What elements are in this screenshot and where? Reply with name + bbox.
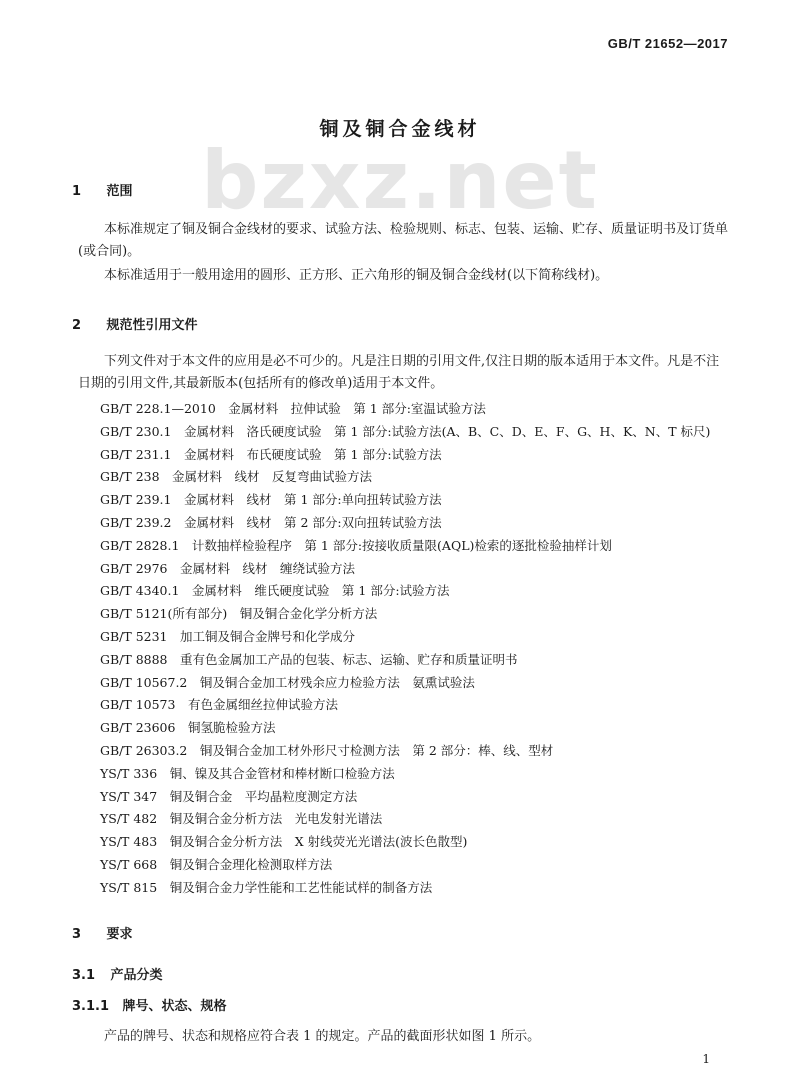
section-3-heading <box>72 923 133 942</box>
reference-item: GB/T 2976 金属材料 线材 缠绕试验方法 <box>100 560 356 576</box>
reference-item: YS/T 336 铜、镍及其合金管材和棒材断口检验方法 <box>100 765 395 781</box>
standard-code: GB/T 21652—2017 <box>607 36 728 51</box>
section-title: 牌号、状态、规格 <box>122 999 227 1014</box>
section-number: 3.1 <box>72 968 96 983</box>
section-3-1-1-text: 产品的牌号、状态和规格应符合表 1 的规定。产品的截面形状如图 1 所示。 <box>104 1029 541 1044</box>
reference-item: YS/T 347 铜及铜合金 平均晶粒度测定方法 <box>100 788 358 804</box>
section-title: 规范性引用文件 <box>106 318 198 333</box>
section-title: 产品分类 <box>110 968 163 983</box>
reference-item: GB/T 228.1—2010 金属材料 拉伸试验 第 1 部分:室温试验方法 <box>100 401 486 416</box>
normative-references-list <box>100 398 740 900</box>
section-title: 要求 <box>106 927 133 942</box>
page-number: 1 <box>702 1052 710 1066</box>
section-1-heading <box>72 180 133 199</box>
section-2-heading <box>72 314 198 333</box>
section-number: 3.1.1 <box>72 999 110 1014</box>
reference-item: GB/T 5231 加工铜及铜合金牌号和化学成分 <box>100 628 356 644</box>
reference-item: GB/T 231.1 金属材料 布氏硬度试验 第 1 部分:试验方法 <box>100 446 442 462</box>
section-number: 1 <box>72 184 82 199</box>
reference-item: GB/T 239.1 金属材料 线材 第 1 部分:单向扭转试验方法 <box>100 492 442 508</box>
watermark-text: bzxz.net <box>201 134 599 227</box>
reference-item: GB/T 23606 铜氢脆检验方法 <box>100 720 276 736</box>
reference-item: GB/T 239.2 金属材料 线材 第 2 部分:双向扭转试验方法 <box>100 514 442 530</box>
reference-item: GB/T 2828.1 计数抽样检验程序 第 1 部分:按接收质量限(AQL)检索的逐批检验抽样计划 <box>100 537 612 553</box>
reference-item: YS/T 482 铜及铜合金分析方法 光电发射光谱法 <box>100 811 383 827</box>
reference-item: YS/T 483 铜及铜合金分析方法 X 射线荧光光谱法(波长色散型) <box>100 834 468 850</box>
section-3-1-heading <box>72 964 163 983</box>
reference-item: YS/T 815 铜及铜合金力学性能和工艺性能试样的制备方法 <box>100 879 433 895</box>
reference-item: YS/T 668 铜及铜合金理化检测取样方法 <box>100 856 333 872</box>
reference-item: GB/T 238 金属材料 线材 反复弯曲试验方法 <box>100 469 373 485</box>
reference-item: GB/T 10567.2 铜及铜合金加工材残余应力检验方法 氨熏试验法 <box>100 674 475 690</box>
section-title: 范围 <box>106 184 133 199</box>
reference-item: GB/T 4340.1 金属材料 维氏硬度试验 第 1 部分:试验方法 <box>100 583 450 599</box>
reference-item: GB/T 26303.2 铜及铜合金加工材外形尺寸检测方法 第 2 部分：棒、线、型材 <box>100 742 554 758</box>
reference-item: GB/T 230.1 金属材料 洛氏硬度试验 第 1 部分:试验方法(A、B、C、D、E、F、G、H、K、N、T 标尺) <box>100 423 711 439</box>
scope-paragraph-1: 本标准规定了铜及铜合金线材的要求、试验方法、检验规则、标志、包装、运输、贮存、质量证明书及订货单(或合同)。 <box>78 222 729 259</box>
scope-paragraph-2: 本标准适用于一般用途用的圆形、正方形、正六角形的铜及铜合金线材(以下简称线材)。 <box>104 268 609 283</box>
section-3-1-1-heading <box>72 995 227 1014</box>
reference-item: GB/T 8888 重有色金属加工产品的包装、标志、运输、贮存和质量证明书 <box>100 651 518 667</box>
document-title: 铜及铜合金线材 <box>319 118 481 140</box>
section-number: 2 <box>72 318 82 333</box>
section-number: 3 <box>72 927 82 942</box>
reference-item: GB/T 5121(所有部分) 铜及铜合金化学分析方法 <box>100 606 378 622</box>
references-intro: 下列文件对于本文件的应用是必不可少的。凡是注日期的引用文件,仅注日期的版本适用于本文件。凡是不注日期的引用文件,其最新版本(包括所有的修改单)适用于本文件。 <box>78 354 720 391</box>
reference-item: GB/T 10573 有色金属细丝拉伸试验方法 <box>100 697 338 713</box>
